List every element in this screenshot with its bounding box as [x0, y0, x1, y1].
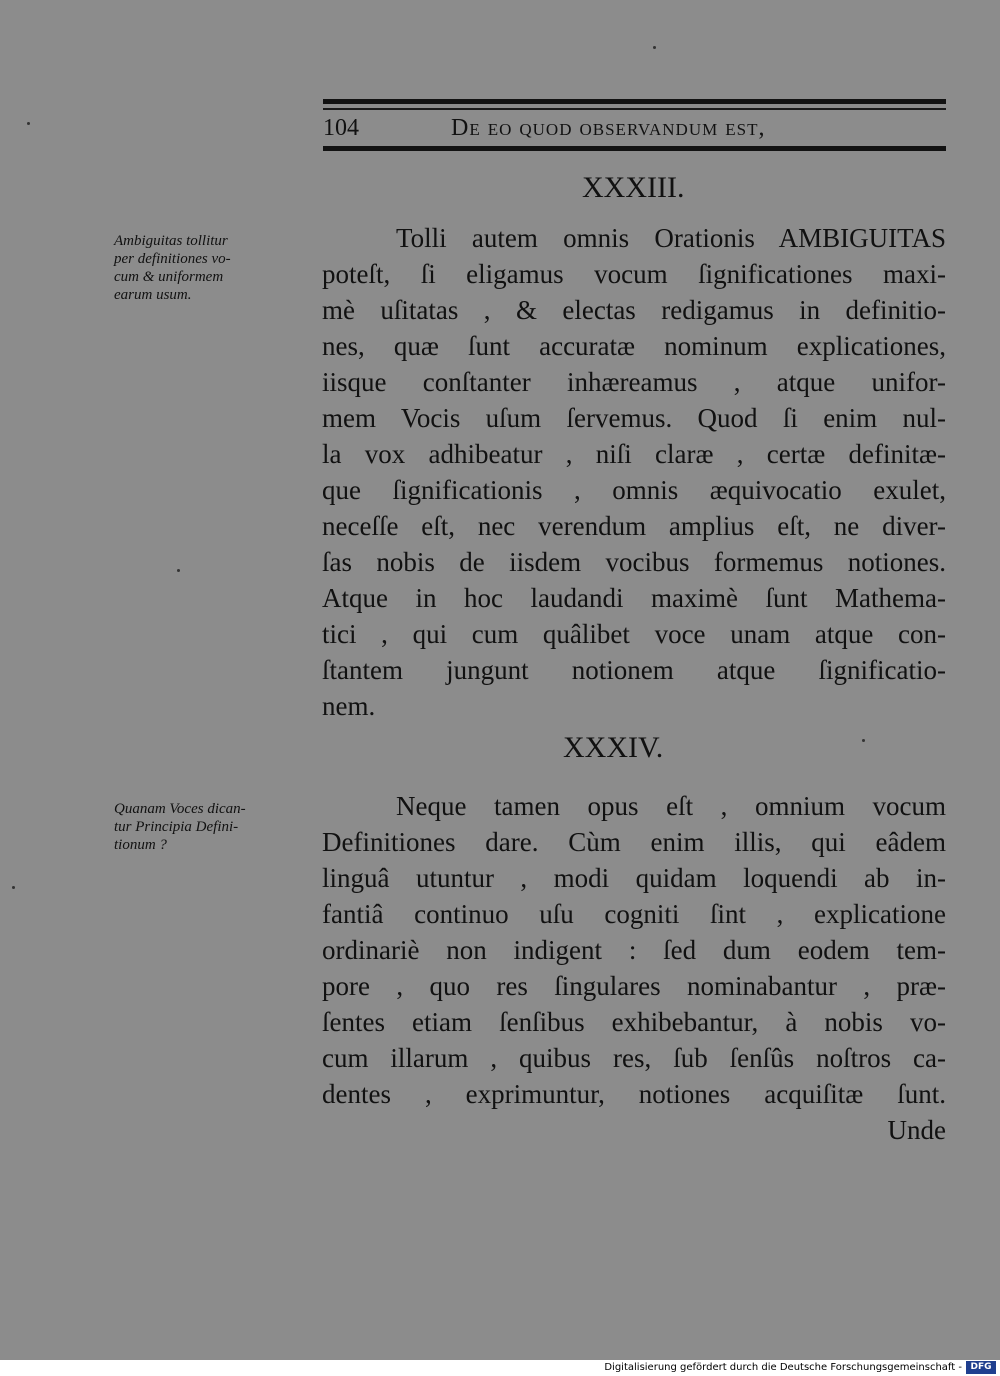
marginal-note-ambiguitas	[114, 232, 231, 304]
marginal-note-quanam-voces	[114, 800, 246, 854]
catchword: Unde	[887, 1115, 946, 1145]
body-text-line: linguâ utuntur , modi quidam loquendi ab in-	[322, 863, 946, 893]
body-text-line: mè uſitatas , & electas redigamus in definitio-	[322, 295, 946, 325]
marginal-note-line: tionum ?	[114, 837, 167, 853]
body-text-line: Definitiones dare. Cùm enim illis, qui eâdem	[322, 827, 946, 857]
marginal-note-line: per definitiones vo-	[114, 251, 231, 267]
marginal-note-line: earum usum.	[114, 287, 192, 303]
header-rule-top-thin	[323, 108, 946, 110]
body-text-line: nes, quæ ſunt accuratæ nominum explicationes,	[322, 331, 946, 361]
body-text-line: fantiâ continuo uſu cogniti ſint , explicatione	[322, 899, 946, 929]
footer-credit-text: Digitalisierung gefördert durch die Deutsche Forschungsgemeinschaft -	[604, 1362, 962, 1373]
body-text-line: ſas nobis de iisdem vocibus formemus notiones.	[322, 547, 946, 577]
body-text-line: mem Vocis uſum ſervemus. Quod ſi enim nul-	[322, 403, 946, 433]
digitization-footer	[0, 1360, 1000, 1376]
scan-speck	[27, 122, 30, 125]
body-text-line: Tolli autem omnis Orationis AMBIGUITAS	[396, 223, 946, 253]
body-text-line: ſtantem jungunt notionem atque ſignificatio-	[322, 655, 946, 685]
section-number-xxxiii: XXXIII.	[582, 171, 685, 204]
scan-speck	[177, 569, 180, 572]
body-text-line: Atque in hoc laudandi maximè ſunt Mathema-	[322, 583, 946, 613]
running-header	[323, 113, 946, 143]
body-text-line: nem.	[322, 691, 376, 721]
marginal-note-line: Quanam Voces dican-	[114, 801, 246, 817]
header-rule-top	[323, 99, 946, 104]
page-number: 104	[323, 115, 359, 141]
body-text-line: neceſſe eſt, nec verendum amplius eſt, ne diver-	[322, 511, 946, 541]
body-text-line: ordinariè non indigent : ſed dum eodem tem-	[322, 935, 946, 965]
marginal-note-line: tur Principia Defini-	[114, 819, 239, 835]
section-number-xxxiv: XXXIV.	[563, 731, 664, 764]
header-rule-bottom	[323, 146, 946, 151]
scan-speck	[653, 46, 656, 49]
body-text-line: dentes , exprimuntur, notiones acquiſitæ ſunt.	[322, 1079, 946, 1109]
body-text-line: pore , quo res ſingulares nominabantur , præ-	[322, 971, 946, 1001]
body-text-line: cum illarum , quibus res, ſub ſenſûs noſtros ca-	[322, 1043, 946, 1073]
body-text-line: poteſt, ſi eligamus vocum ſignificationes maxi-	[322, 259, 946, 289]
marginal-note-line: Ambiguitas tollitur	[114, 233, 228, 249]
body-text-line: la vox adhibeatur , niſi claræ , certæ definitæ-	[322, 439, 946, 469]
body-text-line: ſentes etiam ſenſibus exhibebantur, à nobis vo-	[322, 1007, 946, 1037]
body-text-line: que ſignificationis , omnis æquivocatio exulet,	[322, 475, 946, 505]
dfg-logo: DFG	[966, 1361, 996, 1374]
body-text-line: tici , qui cum quâlibet voce unam atque con-	[322, 619, 946, 649]
running-head-title: De eo quod observandum est,	[451, 115, 766, 141]
body-text-line: Neque tamen opus eſt , omnium vocum	[396, 791, 946, 821]
body-text-line: iisque conſtanter inhæreamus , atque unifor-	[322, 367, 946, 397]
scan-speck	[862, 739, 865, 742]
marginal-note-line: cum & uniformem	[114, 269, 224, 285]
scan-speck	[12, 886, 15, 889]
